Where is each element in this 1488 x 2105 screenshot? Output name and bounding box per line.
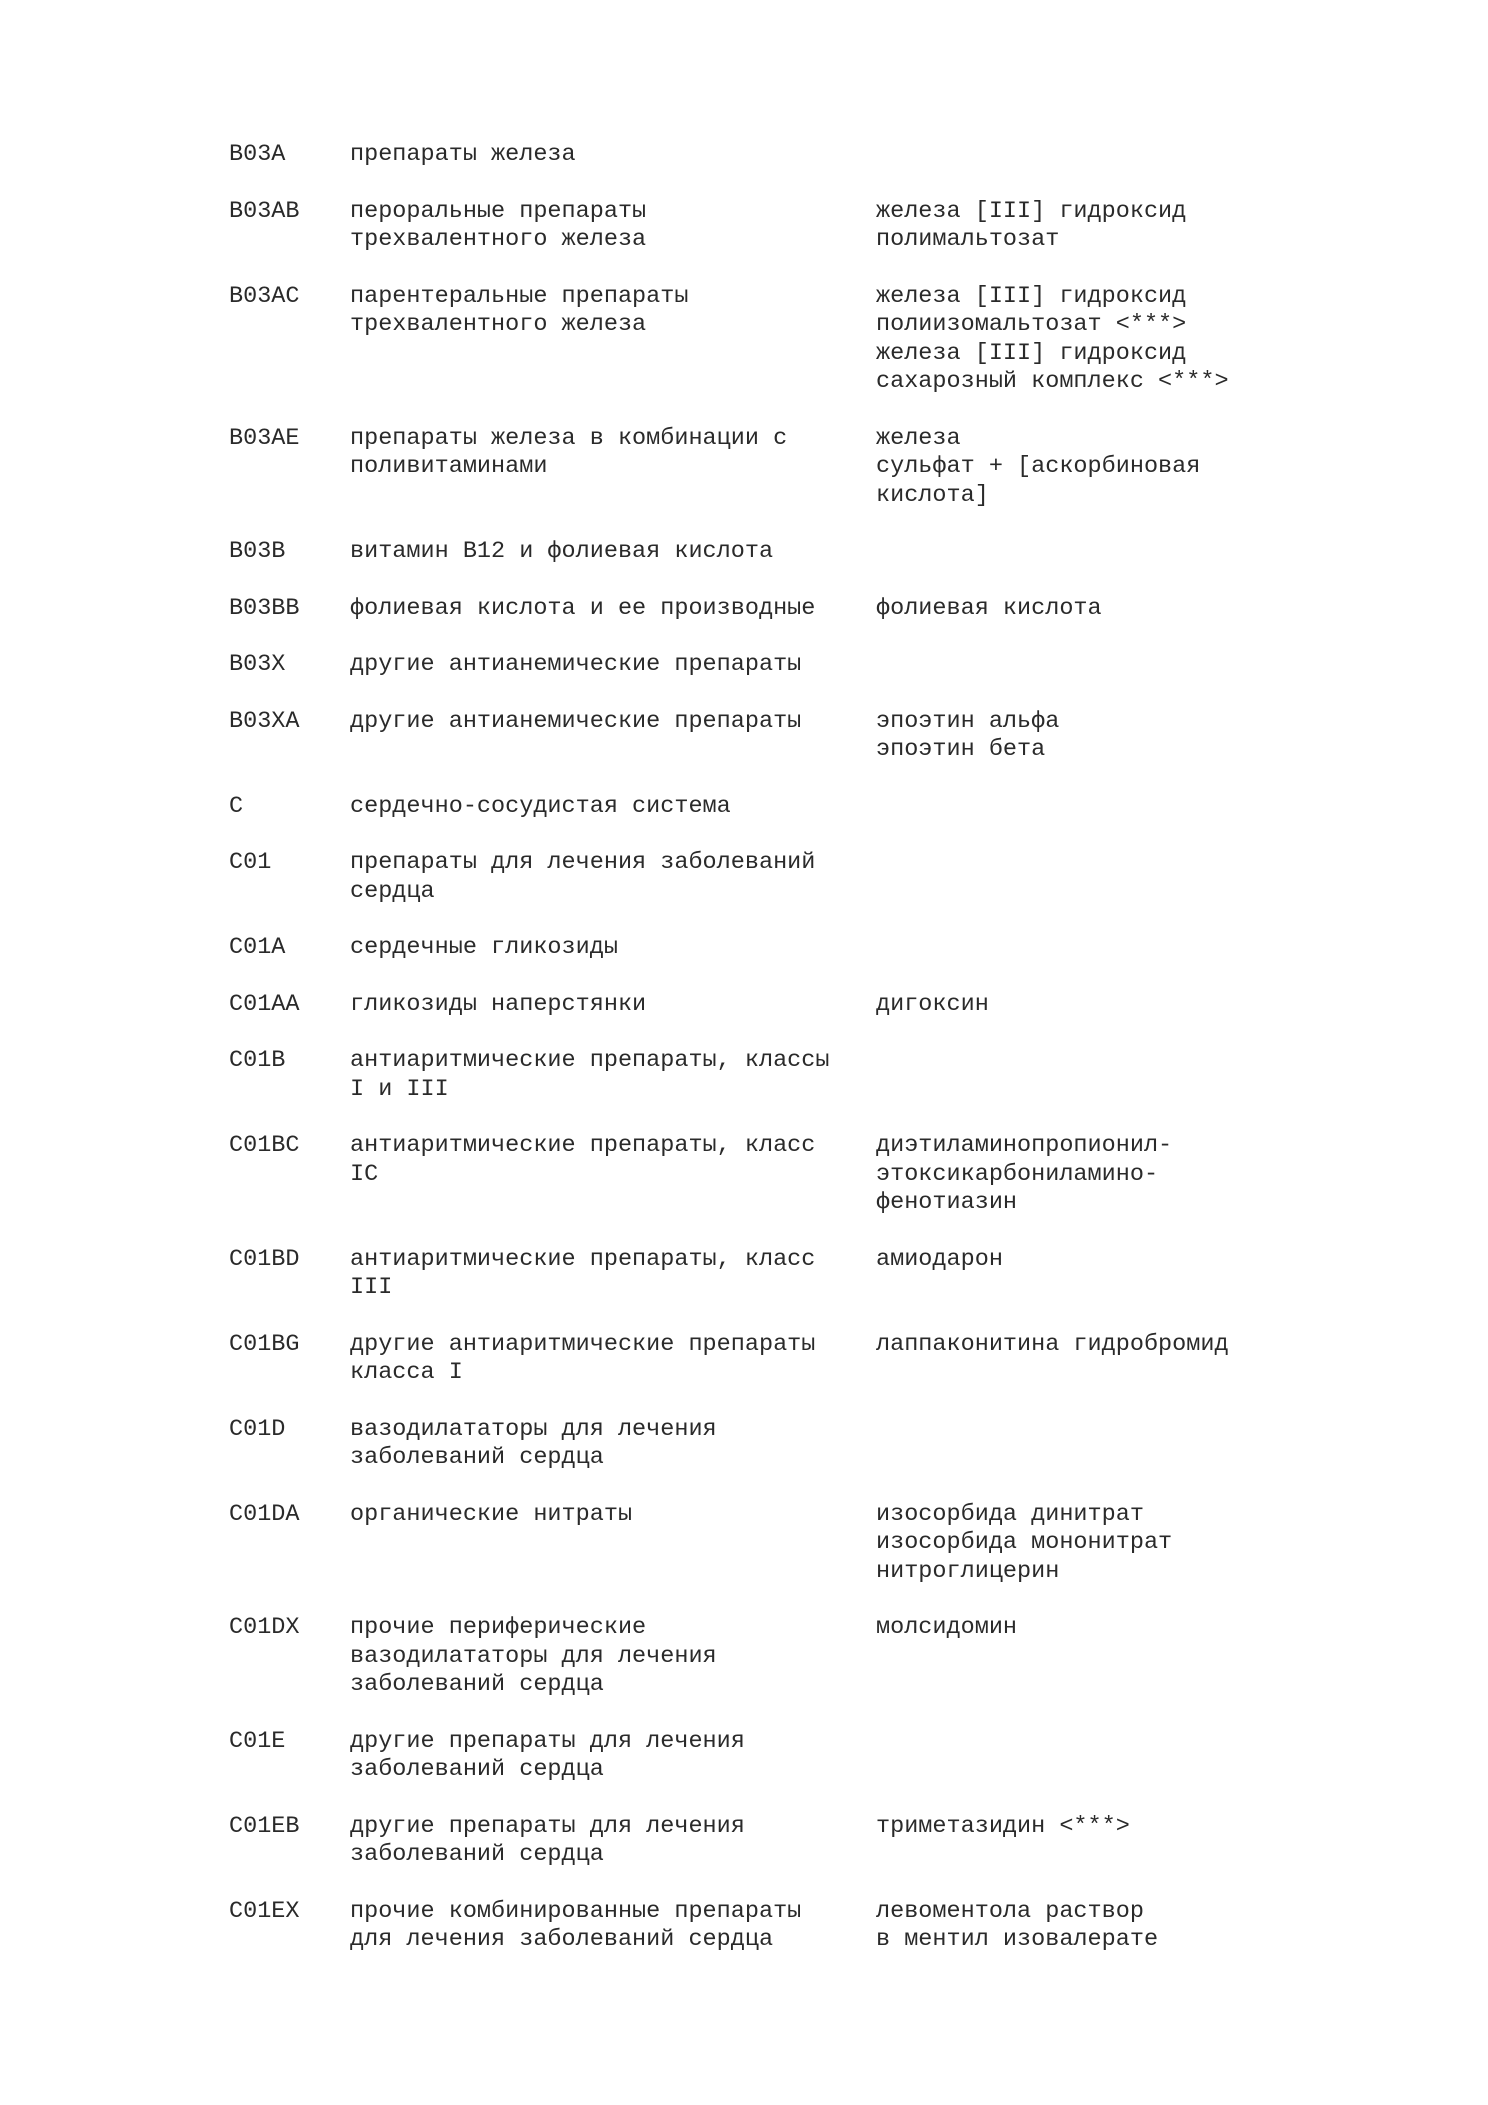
group-name: сердечные гликозиды [350, 934, 618, 961]
table-row [229, 198, 1329, 255]
table-row [229, 651, 1329, 680]
group-name: фолиевая кислота и ее производные [350, 594, 816, 622]
table-row [229, 283, 1329, 397]
table-row [229, 1501, 1329, 1587]
atc-table [229, 141, 1329, 1983]
table-row [229, 934, 1329, 963]
group-name: гликозиды наперстянки [350, 990, 647, 1018]
group-name: пероральные препараты трехвалентного железа [350, 197, 647, 253]
table-row [229, 1614, 1329, 1700]
drug-name: железа сульфат + [аскорбиновая кислота] [876, 424, 1201, 509]
group-name: другие препараты для лечения заболеваний сердца [350, 1812, 745, 1868]
group-name: антиаритмические препараты, класс III [350, 1245, 816, 1301]
table-row [229, 1047, 1329, 1104]
drug-name: изосорбида динитрат изосорбида мононитрат нитроглицерин [876, 1500, 1173, 1585]
group-name: другие антианемические препараты [350, 707, 802, 735]
group-name: сердечно-сосудистая система [350, 792, 731, 820]
group-name: парентеральные препараты трехвалентного железа [350, 282, 689, 338]
table-row [229, 1331, 1329, 1388]
atc-code: B03X [229, 651, 286, 678]
atc-code: C01EB [229, 1812, 300, 1840]
atc-code: C01BC [229, 1132, 300, 1159]
drug-name: диэтиламинопропионил- этоксикарбониламино- фенотиазин [876, 1132, 1173, 1216]
atc-code: B03AC [229, 282, 300, 310]
atc-code: C01BD [229, 1245, 300, 1273]
group-name: антиаритмические препараты, классы I и III [350, 1047, 830, 1103]
atc-code: C01BG [229, 1330, 300, 1358]
atc-code: C01E [229, 1727, 286, 1755]
drug-name: фолиевая кислота [876, 594, 1102, 622]
drug-name: дигоксин [876, 990, 989, 1018]
atc-code: C01D [229, 1415, 286, 1443]
drug-name: железа [III] гидроксид полиизомальтозат <***> железа [III] гидроксид сахарозный комплекс <***> [876, 282, 1229, 395]
table-row [229, 1728, 1329, 1785]
table-row [229, 849, 1329, 906]
table-row [229, 1132, 1329, 1218]
table-row [229, 1898, 1329, 1955]
drug-name: молсидомин [876, 1614, 1018, 1641]
atc-code: B03A [229, 141, 286, 168]
table-row [229, 425, 1329, 511]
table-row [229, 1246, 1329, 1303]
table-row [229, 538, 1329, 567]
atc-code: C01AA [229, 990, 300, 1018]
drug-name: амиодарон [876, 1245, 1003, 1273]
atc-code: C01EX [229, 1897, 300, 1925]
atc-code: C01A [229, 934, 286, 961]
drug-name: левоментола раствор в ментил изовалерате [876, 1897, 1159, 1953]
group-name: другие препараты для лечения заболеваний сердца [350, 1727, 745, 1783]
atc-code: C01DX [229, 1614, 300, 1641]
drug-name: лаппаконитина гидробромид [876, 1330, 1229, 1358]
group-name: препараты железа [350, 141, 576, 168]
group-name: органические нитраты [350, 1500, 633, 1528]
table-row [229, 595, 1329, 624]
group-name: другие антиаритмические препараты класса I [350, 1330, 816, 1386]
group-name: прочие комбинированные препараты для лечения заболеваний сердца [350, 1897, 802, 1953]
group-name: прочие периферические вазодилататоры для лечения заболеваний сердца [350, 1614, 717, 1698]
group-name: антиаритмические препараты, класс IC [350, 1132, 816, 1188]
atc-code: C01B [229, 1047, 286, 1074]
atc-code: B03AB [229, 197, 300, 225]
atc-code: B03B [229, 538, 286, 565]
atc-code: C [229, 792, 244, 820]
drug-name: железа [III] гидроксид полимальтозат [876, 197, 1187, 253]
table-row [229, 793, 1329, 822]
atc-code: C01DA [229, 1500, 300, 1528]
table-row [229, 1416, 1329, 1473]
atc-code: B03BB [229, 594, 300, 622]
group-name: витамин B12 и фолиевая кислота [350, 538, 774, 565]
table-row [229, 708, 1329, 765]
table-row [229, 991, 1329, 1020]
drug-name: триметазидин <***> [876, 1812, 1130, 1840]
group-name: вазодилататоры для лечения заболеваний сердца [350, 1415, 717, 1471]
table-row [229, 141, 1329, 170]
group-name: препараты для лечения заболеваний сердца [350, 849, 816, 905]
group-name: другие антианемические препараты [350, 651, 802, 678]
atc-code: C01 [229, 849, 272, 876]
drug-name: эпоэтин альфа эпоэтин бета [876, 707, 1060, 763]
table-row [229, 1813, 1329, 1870]
atc-code: B03XA [229, 707, 300, 735]
group-name: препараты железа в комбинации с поливитаминами [350, 424, 788, 480]
atc-code: B03AE [229, 424, 300, 452]
